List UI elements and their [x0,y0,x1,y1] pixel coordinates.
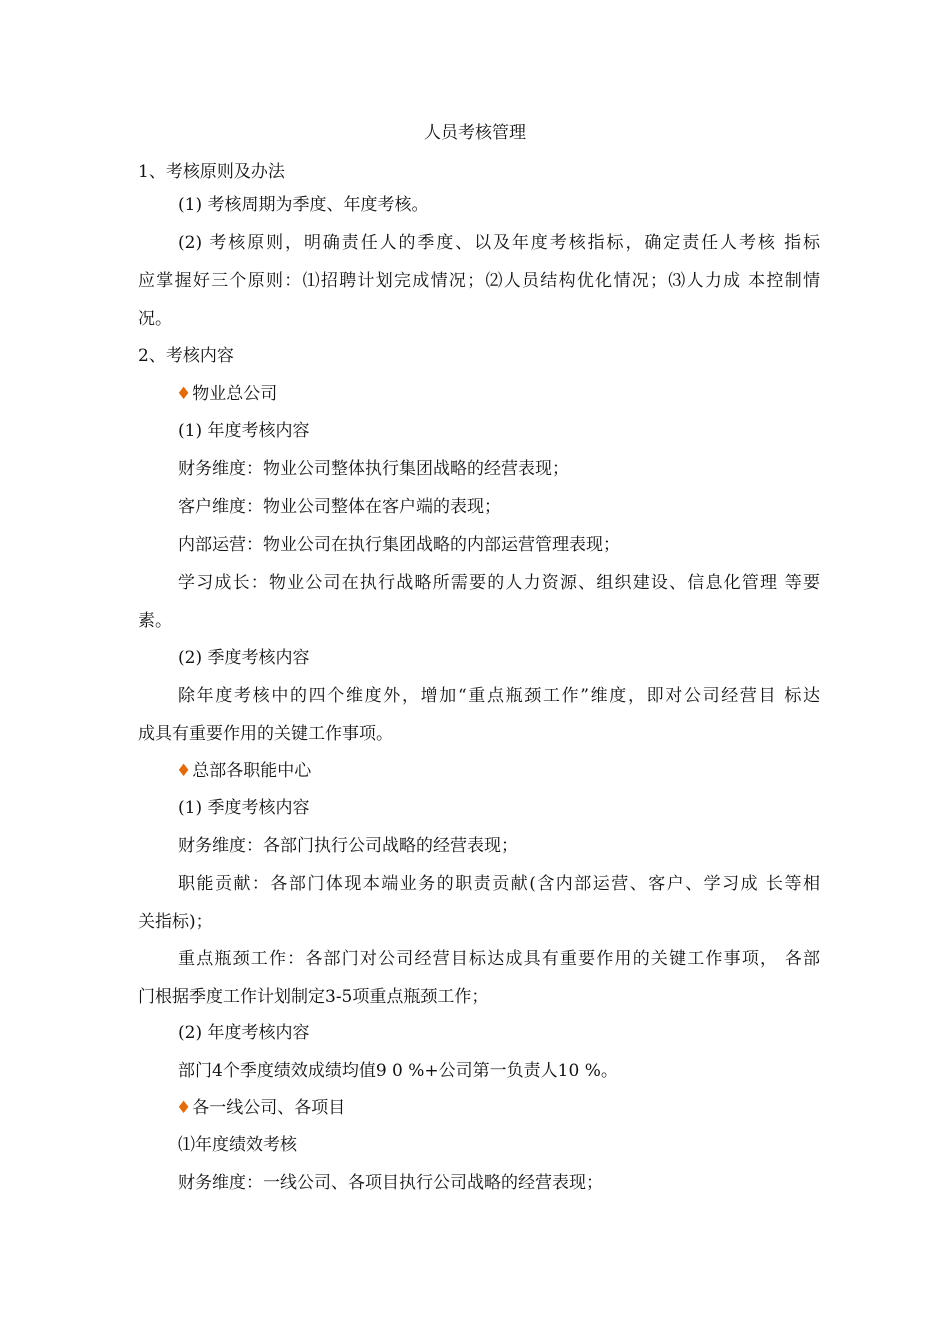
group3-finance: 财务维度：一线公司、各项目执行公司战略的经营表现； [178,1173,603,1193]
group1-heading-text: 物业总公司 [192,384,278,404]
group1-quarter-line1: 除年度考核中的四个维度外，增加“重点瓶颈工作”维度，即对公司经营目 标达 [178,686,820,706]
section1-item2-line1: (2) 考核原则，明确责任人的季度、以及年度考核指标，确定责任人考核 指标 [178,233,820,253]
section1-item2-line3: 况。 [138,309,172,329]
diamond-bullet-icon: ♦ [176,384,192,404]
group2-finance: 财务维度：各部门执行公司战略的经营表现； [178,836,518,856]
group1-customer: 客户维度：物业公司整体在客户端的表现； [178,497,501,517]
group2-key-line1: 重点瓶颈工作：各部门对公司经营目标达成具有重要作用的关键工作事项， 各部 [178,949,820,969]
diamond-bullet-icon: ♦ [176,1098,192,1118]
document-title: 人员考核管理 [424,123,526,143]
section1-heading: 1、考核原则及办法 [138,162,285,182]
group2-annual: 部门4个季度绩效成绩均值9 0 %+公司第一负责人10 %。 [178,1061,618,1081]
group2-sub2: (2) 年度考核内容 [178,1023,310,1043]
group1-quarter-line2: 成具有重要作用的关键工作事项。 [138,724,393,744]
group1-heading [176,384,277,404]
group1-finance: 财务维度：物业公司整体执行集团战略的经营表现； [178,459,569,479]
group3-sub1: ⑴年度绩效考核 [178,1135,297,1155]
group2-function-line1: 职能贡献：各部门体现本端业务的职责贡献(含内部运营、客户、学习成 长等相 [178,874,820,894]
diamond-bullet-icon: ♦ [176,761,192,781]
group1-learning-line2: 素。 [138,611,172,631]
group2-function-line2: 关指标)； [138,912,213,932]
section1-item2-line2: 应掌握好三个原则：⑴招聘计划完成情况；⑵人员结构优化情况；⑶人力成 本控制情 [138,271,820,291]
group1-sub2: (2) 季度考核内容 [178,648,310,668]
section2-heading: 2、考核内容 [138,346,234,366]
group3-heading [176,1098,345,1118]
group1-sub1: (1) 年度考核内容 [178,421,310,441]
group2-sub1: (1) 季度考核内容 [178,798,310,818]
group2-heading [176,761,311,781]
group1-learning-line1: 学习成长：物业公司在执行战略所需要的人力资源、组织建设、信息化管理 等要 [178,573,820,593]
group3-heading-text: 各一线公司、各项目 [192,1098,346,1118]
group2-heading-text: 总部各职能中心 [192,761,312,781]
group1-operation: 内部运营：物业公司在执行集团战略的内部运营管理表现； [178,535,620,555]
section1-item1: (1) 考核周期为季度、年度考核。 [178,195,429,215]
group2-key-line2: 门根据季度工作计划制定3-5项重点瓶颈工作； [138,987,489,1007]
